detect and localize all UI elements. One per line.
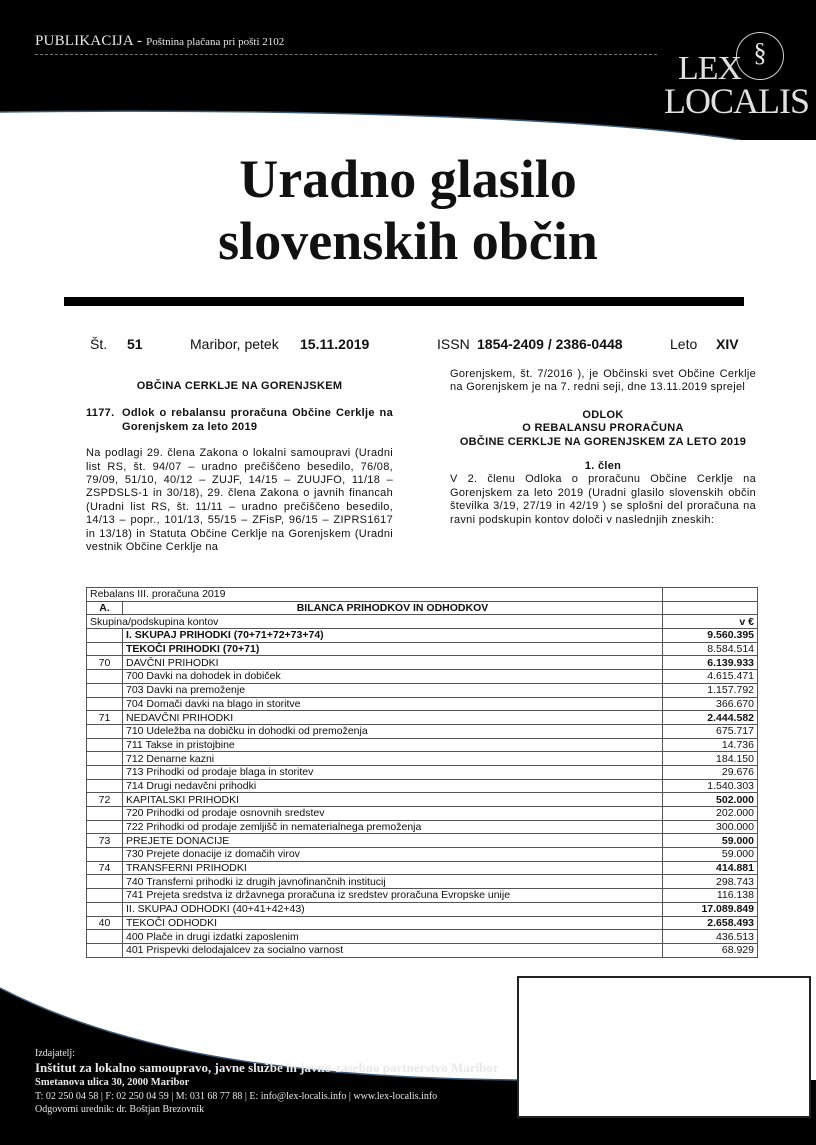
account-label: 713 Prihodki od prodaje blaga in storitev <box>123 765 663 779</box>
publisher-address: Smetanova ulica 30, 2000 Maribor <box>35 1077 190 1088</box>
masthead-title <box>0 148 816 272</box>
subheader-label: Skupina/podskupina kontov <box>87 615 663 629</box>
account-value: 184.150 <box>663 752 758 766</box>
responsible-editor: Odgovorni urednik: dr. Boštjan Brezovnik <box>35 1104 205 1115</box>
table-row <box>87 656 758 670</box>
section-row <box>87 601 758 615</box>
account-value: 414.881 <box>663 861 758 875</box>
issue-date: 15.11.2019 <box>300 336 370 352</box>
account-code <box>87 779 123 793</box>
table-row <box>87 793 758 807</box>
table-row <box>87 765 758 779</box>
table-caption: Rebalans III. proračuna 2019 <box>87 588 663 602</box>
account-label: 722 Prihodki od prodaje zemljišč in nematerialnega premoženja <box>123 820 663 834</box>
account-value: 1.157.792 <box>663 683 758 697</box>
section-sign-icon: § <box>753 38 767 67</box>
account-label: TRANSFERNI PRIHODKI <box>123 861 663 875</box>
account-value: 116.138 <box>663 889 758 903</box>
account-code <box>87 683 123 697</box>
account-value: 300.000 <box>663 820 758 834</box>
decree-title <box>450 409 756 449</box>
title-rule <box>64 297 744 306</box>
account-code <box>87 930 123 944</box>
account-code: 40 <box>87 916 123 930</box>
account-label: 711 Takse in pristojbine <box>123 738 663 752</box>
account-value: 436.513 <box>663 930 758 944</box>
right-column <box>450 368 756 527</box>
table-row <box>87 834 758 848</box>
left-column <box>86 380 393 554</box>
table-row <box>87 861 758 875</box>
table-row <box>87 848 758 862</box>
article-title: Odlok o rebalansu proračuna Občine Cerklje na Gorenjskem za leto 2019 <box>122 407 393 433</box>
account-code: 70 <box>87 656 123 670</box>
table-row <box>87 711 758 725</box>
preamble-right: Gorenjskem, št. 7/2016 ), je Občinski svet Občine Cerklje na Gorenjskem je na 7. redni seji, dne 13.11.2019 sprejel <box>450 368 756 394</box>
account-code <box>87 697 123 711</box>
account-label: 740 Transferni prihodki iz drugih javnofinančnih institucij <box>123 875 663 889</box>
lex-localis-logo <box>660 30 809 121</box>
account-label: 700 Davki na dohodek in dobiček <box>123 670 663 684</box>
account-code: 72 <box>87 793 123 807</box>
account-label: 401 Prispevki delodajalcev za socialno varnost <box>123 943 663 957</box>
account-value: 8.584.514 <box>663 642 758 656</box>
account-value: 4.615.471 <box>663 670 758 684</box>
table-row <box>87 738 758 752</box>
postage-note: Poštnina plačana pri pošti 2102 <box>146 36 285 48</box>
account-label: 741 Prejeta sredstva iz državnega proračuna iz sredstev proračuna Evropske unije <box>123 889 663 903</box>
account-value: 68.929 <box>663 943 758 957</box>
header-divider <box>35 54 657 55</box>
account-code: 73 <box>87 834 123 848</box>
account-label: PREJETE DONACIJE <box>123 834 663 848</box>
account-code <box>87 629 123 643</box>
account-code <box>87 902 123 916</box>
account-value: 29.676 <box>663 765 758 779</box>
table-caption-row <box>87 588 758 602</box>
account-code <box>87 670 123 684</box>
account-value: 298.743 <box>663 875 758 889</box>
logo-lex: LEX <box>678 50 742 87</box>
account-label: I. SKUPAJ PRIHODKI (70+71+72+73+74) <box>123 629 663 643</box>
article-number: 1177. <box>86 407 115 420</box>
table-row <box>87 697 758 711</box>
account-label: TEKOČI ODHODKI <box>123 916 663 930</box>
account-label: 730 Prejete donacije iz domačih virov <box>123 848 663 862</box>
table-row <box>87 930 758 944</box>
logo-localis: LOCALIS <box>664 81 809 121</box>
account-value: 2.658.493 <box>663 916 758 930</box>
account-label: NEDAVČNI PRIHODKI <box>123 711 663 725</box>
account-label: DAVČNI PRIHODKI <box>123 656 663 670</box>
table-row <box>87 752 758 766</box>
publisher-name: Inštitut za lokalno samoupravo, javne službe in javno-zasebno partnerstvo Maribor <box>35 1060 499 1075</box>
empty-cell <box>663 588 758 602</box>
account-value: 59.000 <box>663 834 758 848</box>
issn-label: ISSN <box>437 336 470 352</box>
table-row <box>87 943 758 957</box>
publisher-contacts: T: 02 250 04 58 | F: 02 250 04 59 | M: 031 68 77 88 | E: info@lex-localis.info | www.lex-localis.info <box>35 1091 438 1102</box>
account-label: KAPITALSKI PRIHODKI <box>123 793 663 807</box>
section-code: A. <box>87 601 123 615</box>
account-code <box>87 738 123 752</box>
year-value: XIV <box>716 336 739 352</box>
account-label: 703 Davki na premoženje <box>123 683 663 697</box>
masthead-title-line2: slovenskih občin <box>218 211 598 271</box>
table-row <box>87 629 758 643</box>
table-row <box>87 916 758 930</box>
currency-label: v € <box>663 615 758 629</box>
account-value: 6.139.933 <box>663 656 758 670</box>
account-value: 2.444.582 <box>663 711 758 725</box>
section-title: BILANCA PRIHODKOV IN ODHODKOV <box>123 601 663 615</box>
account-code <box>87 848 123 862</box>
clause-text: V 2. členu Odloka o proračunu Občine Cerklje na Gorenjskem za leto 2019 (Uradni glasilo slovenskih občin številka 3/19, 27/19 in 42/19 ) se splošni del proračuna na ravni podskupin kontov določi v naslednjih zneskih: <box>450 473 756 526</box>
publisher-label: Izdajatelj: <box>35 1048 75 1059</box>
publication-label: PUBLIKACIJA <box>35 33 134 49</box>
budget-table <box>86 587 758 958</box>
table-row <box>87 724 758 738</box>
publication-line <box>35 32 284 50</box>
account-label: 712 Denarne kazni <box>123 752 663 766</box>
account-label: 714 Drugi nedavčni prihodki <box>123 779 663 793</box>
account-label: II. SKUPAJ ODHODKI (40+41+42+43) <box>123 902 663 916</box>
publication-separator: - <box>133 33 147 49</box>
preamble-left: Na podlagi 29. člena Zakona o lokalni samoupravi (Uradni list RS, št. 94/07 – uradno prečiščeno besedilo, 76/08, 79/09, 51/10, 40/12 – ZUJF, 14/15 – ZUUJFO, 11/18 – ZSPDSLS-1 in 30/18), 29. člena Zakona o javnih financah (Uradni list RS, št. 11/11 – uradno prečiščeno besedilo, 14/13 – popr., 101/13, 55/15 – ZFisP, 96/15 – ZIPRS1617 in 13/18) in Statuta Občine Cerklje na Gorenjskem (Uradni vestnik Občine Cerklje na <box>86 447 393 554</box>
account-code: 71 <box>87 711 123 725</box>
account-code <box>87 724 123 738</box>
account-label: 720 Prihodki od prodaje osnovnih sredstev <box>123 807 663 821</box>
subheader-row <box>87 615 758 629</box>
account-code <box>87 820 123 834</box>
table-row <box>87 683 758 697</box>
account-value: 17.089.849 <box>663 902 758 916</box>
account-code <box>87 642 123 656</box>
article-heading <box>86 407 393 434</box>
account-value: 202.000 <box>663 807 758 821</box>
address-box <box>517 976 811 1118</box>
account-value: 9.560.395 <box>663 629 758 643</box>
table-row <box>87 779 758 793</box>
table-row <box>87 902 758 916</box>
account-value: 59.000 <box>663 848 758 862</box>
account-value: 14.736 <box>663 738 758 752</box>
issue-number-label: Št. <box>90 336 108 352</box>
account-value: 1.540.303 <box>663 779 758 793</box>
table-row <box>87 875 758 889</box>
account-code <box>87 943 123 957</box>
year-label: Leto <box>670 336 698 352</box>
decree-title-line2: O REBALANSU PRORAČUNA <box>522 422 684 435</box>
account-label: TEKOČI PRIHODKI (70+71) <box>123 642 663 656</box>
decree-title-line3: OBČINE CERKLJE NA GORENJSKEM ZA LETO 2019 <box>459 435 747 448</box>
table-row <box>87 820 758 834</box>
account-code <box>87 807 123 821</box>
account-code <box>87 889 123 903</box>
account-label: 400 Plače in drugi izdatki zaposlenim <box>123 930 663 944</box>
account-code: 74 <box>87 861 123 875</box>
table-row <box>87 807 758 821</box>
account-value: 502.000 <box>663 793 758 807</box>
table-row <box>87 889 758 903</box>
table-row <box>87 642 758 656</box>
issn-value: 1854-2409 / 2386-0448 <box>477 336 623 352</box>
account-code <box>87 765 123 779</box>
account-label: 704 Domači davki na blago in storitve <box>123 697 663 711</box>
empty-cell <box>663 601 758 615</box>
account-code <box>87 752 123 766</box>
issue-number: 51 <box>127 336 143 352</box>
table-row <box>87 670 758 684</box>
issue-place-day: Maribor, petek <box>190 336 279 352</box>
account-code <box>87 875 123 889</box>
account-value: 366.670 <box>663 697 758 711</box>
account-label: 710 Udeležba na dobičku in dohodki od premoženja <box>123 724 663 738</box>
clause-title: 1. člen <box>584 460 622 473</box>
decree-title-line1: ODLOK <box>582 408 624 421</box>
account-value: 675.717 <box>663 724 758 738</box>
municipality-heading: OBČINA CERKLJE NA GORENJSKEM <box>136 380 343 392</box>
masthead-title-line1: Uradno glasilo <box>239 149 577 209</box>
